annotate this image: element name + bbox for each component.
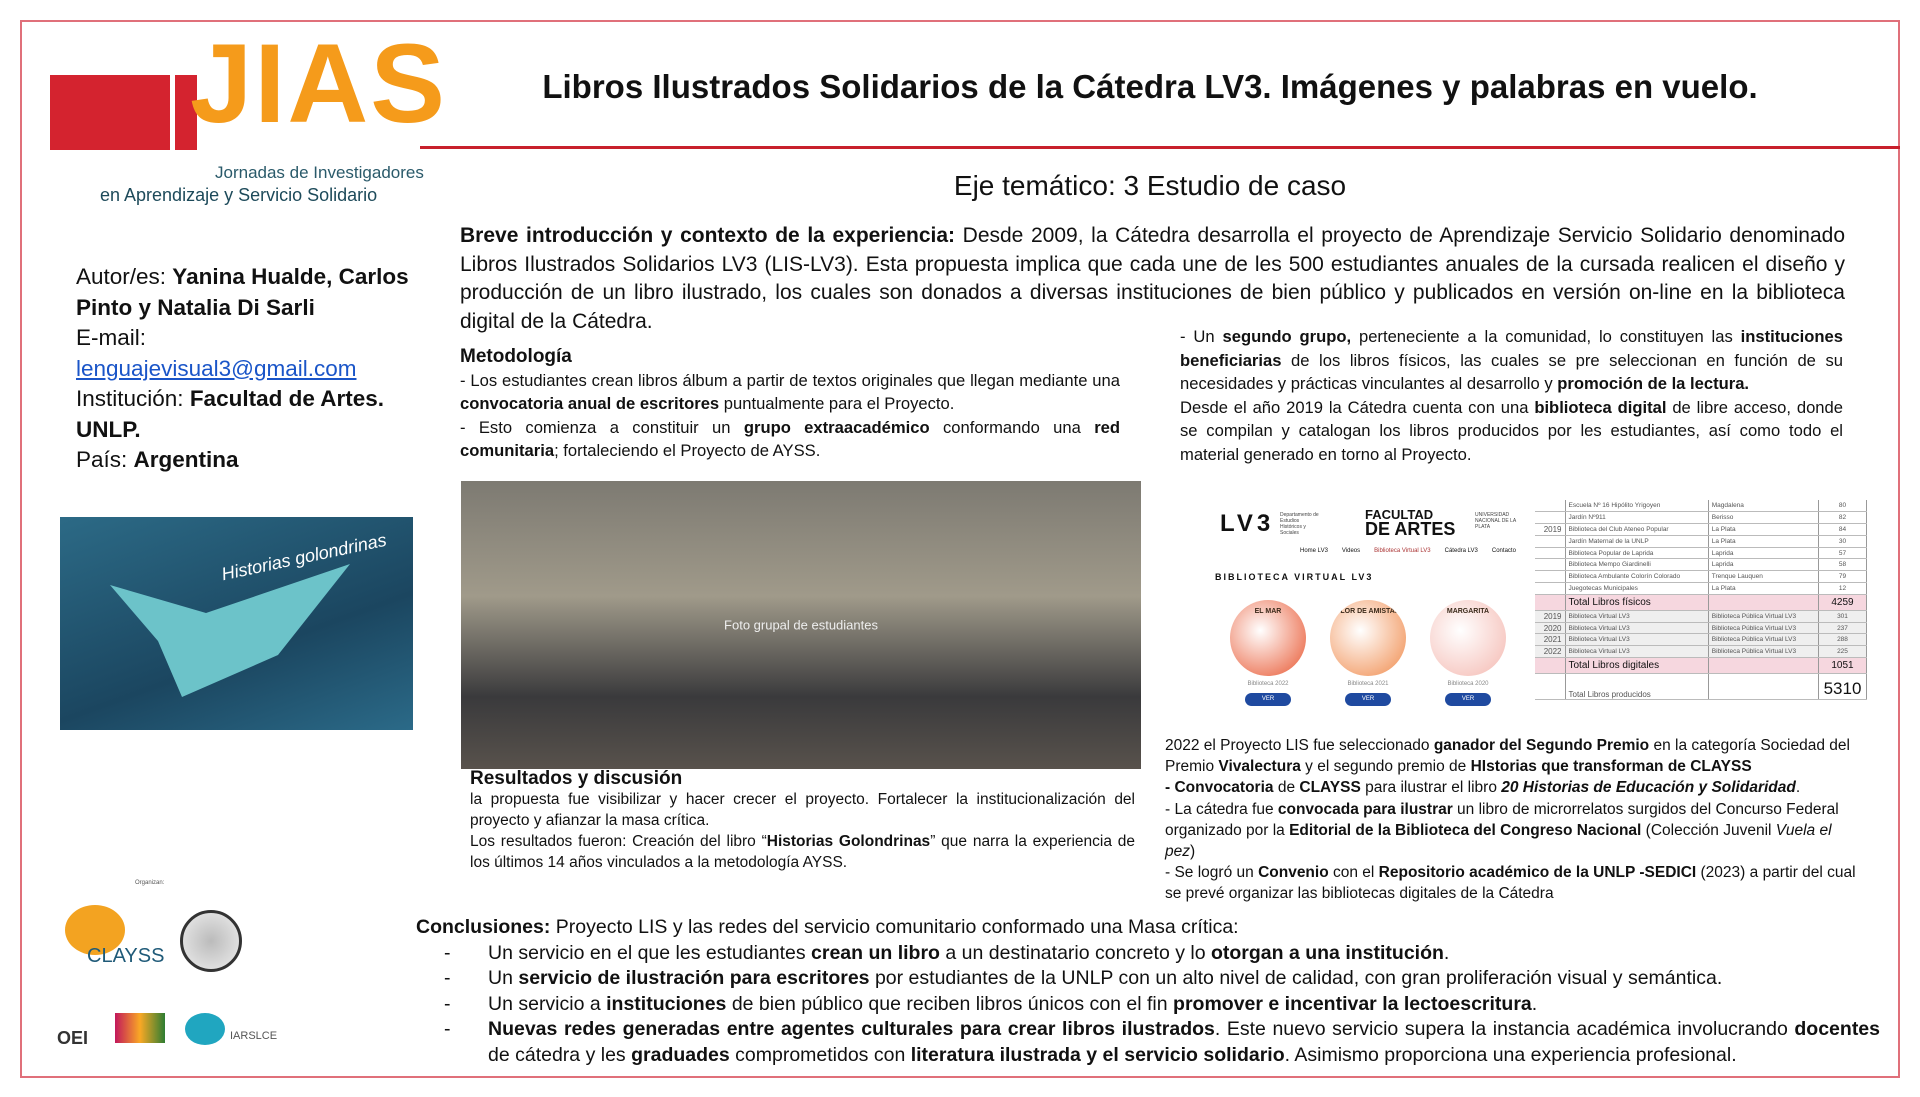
text-segment: promover e incentivar la lectoescritura — [1173, 992, 1532, 1015]
text-segment: Historias Golondrinas — [766, 833, 931, 850]
table-cell-year: 2020 — [1535, 622, 1565, 634]
text-segment: convocada para ilustrar — [1277, 800, 1453, 818]
photo-caption: Foto grupal de estudiantes — [724, 617, 878, 633]
institution-value: Facultad de Artes. UNLP. — [76, 386, 385, 442]
table-cell-year — [1535, 674, 1565, 700]
author-info — [76, 262, 416, 476]
logo-subtitle-1: Jornadas de Investigadores — [215, 163, 424, 182]
text-segment: (2023) a partir del cual se prevé organizar las bibliotecas digitales de la Cátedra — [1165, 864, 1856, 903]
table-cell-year — [1535, 559, 1565, 571]
text-segment: para ilustrar el libro — [1360, 779, 1502, 797]
book-cover-title: FLOR DE AMISTAD — [1336, 608, 1400, 615]
red-iberoamericana-logo — [115, 1013, 165, 1043]
table-cell-n: 79 — [1819, 571, 1867, 583]
table-cell-name: Biblioteca Popular de Laprida — [1565, 547, 1708, 559]
logo-subtitle-2: en Aprendizaje y Servicio Solidario — [100, 185, 378, 205]
table-cell-name: Total Libros producidos — [1565, 674, 1708, 700]
table-row — [1535, 500, 1867, 512]
text-segment: grupo extraacadémico — [743, 417, 930, 437]
text-segment: de — [1273, 779, 1300, 797]
country-label: País: — [76, 447, 134, 472]
table-row — [1535, 646, 1867, 658]
table-row — [1535, 583, 1867, 595]
text-segment: conformando una — [929, 417, 1095, 437]
text-segment: . — [1443, 941, 1450, 964]
table-cell-place: Biblioteca Pública Virtual LV3 — [1708, 634, 1818, 646]
fac-line1: FACULTAD — [1365, 507, 1434, 522]
conclusion-item — [416, 966, 1880, 992]
table-cell-name: Biblioteca Virtual LV3 — [1565, 634, 1708, 646]
table-cell-n: 288 — [1819, 634, 1867, 646]
text-segment: de bien público que reciben libros únicos con el fin — [726, 992, 1174, 1015]
library-card[interactable] — [1330, 600, 1406, 706]
text-segment: de cátedra y les — [488, 1043, 632, 1066]
table-cell-n: 57 — [1819, 547, 1867, 559]
text-segment: Un servicio en el que les estudiantes — [488, 941, 812, 964]
table-cell-place: La Plata — [1708, 583, 1818, 595]
table-cell-place — [1708, 674, 1818, 700]
text-segment: . — [1531, 992, 1538, 1015]
conclusions-section — [416, 915, 1880, 1068]
text-segment: segundo grupo, — [1222, 327, 1352, 346]
nav-item[interactable]: Home LV3 — [1300, 548, 1328, 554]
logo-jias: JIAS — [190, 21, 447, 146]
book-cover-thumb[interactable] — [1230, 600, 1306, 676]
table-cell-name: Biblioteca del Club Ateneo Popular — [1565, 524, 1708, 536]
table-row — [1535, 571, 1867, 583]
text-segment: Proyecto LIS y las redes del servicio comunitario conformado una Masa crítica: — [550, 916, 1239, 938]
table-row — [1535, 674, 1867, 700]
book-cover-image — [60, 517, 413, 730]
institution-label: Institución: — [76, 386, 190, 411]
unlp-label: UNIVERSIDAD NACIONAL DE LA PLATA — [1475, 512, 1516, 530]
ver-button[interactable]: VER — [1445, 693, 1491, 706]
organizers-label: Organizan: — [135, 880, 165, 886]
text-segment: - Se logró un — [1165, 864, 1259, 882]
text-segment: ganador del Segundo Premio — [1433, 737, 1650, 754]
logo-v-block — [50, 75, 170, 150]
email-label: E-mail: — [76, 325, 147, 350]
text-segment: Vuela el pez — [1165, 821, 1832, 861]
uniservitate-logo — [185, 1013, 225, 1045]
text-segment: servicio de ilustración para escritores — [518, 967, 870, 989]
text-segment: y el segundo premio de — [1300, 758, 1471, 776]
text-segment: Conclusiones: — [416, 916, 551, 938]
conclusion-item — [416, 992, 1880, 1018]
book-cover-title: MARGARITA — [1446, 608, 1490, 615]
table-row — [1535, 634, 1867, 646]
text-segment: biblioteca digital — [1534, 397, 1667, 417]
table-cell-name: Biblioteca Ambulante Colorín Colorado — [1565, 571, 1708, 583]
cover-title: Historias golondrinas — [219, 529, 389, 585]
title-divider — [420, 146, 1900, 149]
table-cell-name: Juegotecas Municipales — [1565, 583, 1708, 595]
email-link[interactable]: lenguajevisual3@gmail.com — [76, 355, 357, 381]
table-cell-n: 84 — [1819, 524, 1867, 536]
table-row — [1535, 610, 1867, 622]
table-cell-name: Escuela Nº 16 Hipólito Yrigoyen — [1565, 500, 1708, 512]
table-cell-n: 237 — [1819, 622, 1867, 634]
paragraph — [460, 416, 1120, 463]
text-segment: Un servicio a — [488, 992, 607, 1015]
author-names: Yanina Hualde, Carlos Pinto y Natalia Di Sarli — [76, 264, 409, 320]
table-cell-place: Trenque Lauquen — [1708, 571, 1818, 583]
table-cell-year — [1535, 547, 1565, 559]
poster-title: Libros Ilustrados Solidarios de la Cátedra LV3. Imágenes y palabras en vuelo. — [542, 68, 1758, 105]
text-segment: con el — [1328, 864, 1379, 882]
table-cell-place — [1708, 594, 1818, 610]
text-segment: ; fortaleciendo el Proyecto de AYSS. — [554, 441, 821, 460]
lv3-logo: LV3 — [1220, 510, 1275, 537]
table-cell-n: 4259 — [1819, 594, 1867, 610]
text-segment: instituciones beneficiarias — [1180, 327, 1843, 370]
table-cell-year — [1535, 571, 1565, 583]
text-segment: convocatoria anual de escritores — [460, 394, 720, 413]
conclusions-intro — [416, 915, 1880, 941]
facultad-logo — [1365, 508, 1455, 538]
intro-paragraph — [460, 222, 1845, 336]
awards-section — [1165, 735, 1865, 905]
nav-item[interactable]: Videos — [1341, 548, 1361, 554]
nav-item[interactable]: Contacto — [1491, 548, 1516, 554]
text-segment: Nuevas redes generadas entre agentes culturales para crear libros ilustrados — [488, 1018, 1215, 1040]
library-heading: BIBLIOTECA VIRTUAL LV3 — [1215, 572, 1374, 582]
unlp-seal-logo — [180, 910, 242, 972]
table-row — [1535, 559, 1867, 571]
table-cell-name: Biblioteca Virtual LV3 — [1565, 610, 1708, 622]
text-segment: Desde 2009, la Cátedra desarrolla el proyecto de Aprendizaje Servicio Solidario denominado Libros Ilustrados Solidarios LV3 (LIS-LV3). Esta propuesta implica que cada une de les 500 estudiantes anuales de la cursada realicen el diseño y producción de un libro ilustrado, los cuales son donados a diversas instituciones de bien público y publicados en versión on-line en la biblioteca digital de la Cátedra. — [460, 224, 1845, 333]
text-segment: de los libros físicos, las cuales se pre seleccionan en función de su necesidades y prácticas vinculantes al desarrollo y — [1180, 350, 1843, 393]
author-label: Autor/es: — [76, 264, 173, 289]
text-segment: - Convocatoria — [1165, 779, 1274, 797]
text-segment: 20 Historias de Educación y Solidaridad — [1501, 779, 1796, 797]
oei-logo: OEI — [57, 1028, 89, 1048]
ver-button[interactable]: VER — [1245, 693, 1291, 706]
text-segment: promoción de la lectura. — [1557, 374, 1750, 393]
table-cell-name: Total Libros físicos — [1565, 594, 1708, 610]
text-segment: ) — [1190, 843, 1196, 861]
dept-label: Departamento de Estudios Históricos y Sociales — [1280, 512, 1319, 536]
table-cell-n: 225 — [1819, 646, 1867, 658]
text-segment: otorgan a una institución — [1210, 941, 1444, 964]
text-segment: Repositorio académico de la UNLP -SEDICI — [1378, 864, 1697, 882]
clayss-logo — [65, 905, 165, 967]
text-segment: crean un libro — [811, 941, 940, 964]
text-segment: instituciones — [606, 992, 727, 1015]
paragraph — [1165, 777, 1865, 798]
text-segment: ” que narra la experiencia de los últimos 14 años vinculados a la metodología AYSS. — [470, 833, 1135, 871]
clayss-text: CLAYSS — [87, 945, 165, 967]
methodology-section — [460, 345, 1120, 463]
text-segment: - Esto comienza a constituir un — [460, 417, 744, 437]
table-cell-n: 12 — [1819, 583, 1867, 595]
website-nav — [1300, 548, 1516, 554]
table-row — [1535, 594, 1867, 610]
table-cell-year — [1535, 500, 1565, 512]
table-cell-place: Laprida — [1708, 547, 1818, 559]
table-cell-year: 2021 — [1535, 634, 1565, 646]
conclusion-item — [416, 941, 1880, 967]
card-caption: Biblioteca 2022 — [1247, 681, 1289, 687]
paragraph — [1165, 862, 1865, 904]
table-cell-n: 1051 — [1819, 658, 1867, 674]
table-row — [1535, 512, 1867, 524]
country-value: Argentina — [133, 447, 239, 472]
text-segment: graduades — [631, 1043, 730, 1066]
text-segment: puntualmente para el Proyecto. — [719, 394, 955, 413]
text-segment: por estudiantes de la UNLP con un alto nivel de calidad, con gran proliferación visual y semántica. — [869, 967, 1723, 989]
table-cell-year: 2022 — [1535, 646, 1565, 658]
paragraph — [470, 831, 1135, 873]
table-cell-name: Jardín Nº911 — [1565, 512, 1708, 524]
text-segment: Vivalectura — [1218, 758, 1301, 776]
text-segment: CLAYSS — [1299, 779, 1361, 797]
text-segment: - Los estudiantes crean libros álbum a partir de textos originales que llegan mediante una — [460, 370, 1120, 390]
table-cell-place: Biblioteca Pública Virtual LV3 — [1708, 610, 1818, 622]
text-segment: Breve introducción y contexto de la experiencia: — [460, 224, 956, 247]
text-segment: comprometidos con — [729, 1043, 911, 1066]
library-card[interactable] — [1230, 600, 1306, 706]
fac-line2: DE ARTES — [1365, 519, 1456, 539]
paragraph — [1180, 396, 1843, 467]
paragraph — [1165, 799, 1865, 863]
table-cell-n: 82 — [1819, 512, 1867, 524]
results-section — [470, 768, 1135, 873]
website-screenshot — [1205, 500, 1533, 715]
thematic-axis: Eje temático: 3 Estudio de caso — [953, 170, 1347, 201]
table-cell-place: La Plata — [1708, 524, 1818, 536]
text-segment: Convenio — [1258, 864, 1329, 882]
table-cell-n: 80 — [1819, 500, 1867, 512]
text-segment: Editorial de la Biblioteca del Congreso Nacional — [1289, 821, 1642, 839]
text-segment: 2022 el Proyecto LIS fue seleccionado — [1165, 737, 1434, 754]
text-segment: red comunitaria — [460, 417, 1121, 460]
table-cell-place: Magdalena — [1708, 500, 1818, 512]
text-segment: . — [1795, 779, 1801, 797]
group-photo — [461, 481, 1141, 769]
vijias-logo — [45, 21, 447, 215]
table-cell-year — [1535, 594, 1565, 610]
conclusion-item — [416, 1017, 1880, 1068]
paragraph — [1180, 325, 1843, 396]
table-cell-n: 5310 — [1819, 674, 1867, 700]
text-segment: a un destinatario concreto y lo — [939, 941, 1211, 964]
card-caption: Biblioteca 2020 — [1447, 681, 1489, 687]
paragraph — [470, 789, 1135, 831]
table-cell-place: Biblioteca Pública Virtual LV3 — [1708, 622, 1818, 634]
table-cell-name: Total Libros digitales — [1565, 658, 1708, 674]
table-cell-year — [1535, 658, 1565, 674]
table-cell-place: La Plata — [1708, 535, 1818, 547]
text-segment: . Este nuevo servicio supera la instancia académica involucrando — [1214, 1018, 1795, 1040]
paragraph — [1165, 735, 1865, 777]
text-segment: docentes — [1794, 1018, 1880, 1040]
methodology-heading: Metodología — [460, 346, 572, 367]
conclusions-list — [416, 941, 1880, 1069]
results-body — [470, 789, 1135, 873]
text-segment: perteneciente a la comunidad, lo constituyen las — [1351, 327, 1741, 346]
sponsor-logos — [55, 880, 305, 1055]
table-cell-year — [1535, 583, 1565, 595]
table-cell-place — [1708, 658, 1818, 674]
card-caption: Biblioteca 2021 — [1347, 681, 1389, 687]
text-segment: de libre acceso, donde se compilan y catalogan los libros producidos por les estudiantes, así como todo el material generado en torno al Proyecto. — [1180, 397, 1843, 464]
paragraph — [460, 369, 1120, 416]
table-cell-year — [1535, 535, 1565, 547]
text-segment: un libro de microrrelatos surgidos del Concurso Federal organizado por la — [1165, 800, 1839, 839]
table-row — [1535, 658, 1867, 674]
table-cell-name: Biblioteca Virtual LV3 — [1565, 622, 1708, 634]
table-cell-year: 2019 — [1535, 610, 1565, 622]
book-cover-thumb[interactable] — [1330, 600, 1406, 676]
nav-item[interactable]: Cátedra LV3 — [1444, 548, 1478, 554]
table-cell-place: Laprida — [1708, 559, 1818, 571]
text-segment: (Colección Juvenil — [1641, 821, 1776, 839]
table-cell-n: 58 — [1819, 559, 1867, 571]
text-segment: Un — [488, 967, 519, 989]
table-row — [1535, 535, 1867, 547]
text-segment: Los resultados fueron: Creación del libro “ — [470, 833, 767, 850]
library-card[interactable] — [1430, 600, 1506, 706]
text-segment: - Un — [1180, 327, 1223, 346]
text-segment: Desde el año 2019 la Cátedra cuenta con una — [1180, 397, 1535, 417]
table-row — [1535, 622, 1867, 634]
table-cell-n: 301 — [1819, 610, 1867, 622]
iarslce-logo: IARSLCE — [230, 1030, 278, 1042]
table-cell-place: Biblioteca Pública Virtual LV3 — [1708, 646, 1818, 658]
table-cell-year — [1535, 512, 1565, 524]
table-cell-name: Jardín Maternal de la UNLP — [1565, 535, 1708, 547]
table-cell-name: Biblioteca Virtual LV3 — [1565, 646, 1708, 658]
table-row — [1535, 547, 1867, 559]
community-section — [1180, 325, 1843, 466]
nav-item[interactable]: Biblioteca Virtual LV3 — [1374, 548, 1431, 554]
text-segment: la propuesta fue visibilizar y hacer crecer el proyecto. Fortalecer la institucionalización del proyecto y afianzar la masa crítica. — [470, 791, 1135, 829]
results-heading: Resultados y discusión — [470, 768, 683, 789]
table-row — [1535, 524, 1867, 536]
table-cell-year: 2019 — [1535, 524, 1565, 536]
text-segment: HIstorias que transforman de CLAYSS — [1470, 758, 1752, 776]
books-table — [1535, 500, 1867, 700]
text-segment: . Asimismo proporciona una experiencia profesional. — [1284, 1043, 1737, 1066]
book-cover-title: EL MAR — [1254, 608, 1282, 615]
text-segment: en la categoría Sociedad del Premio — [1165, 737, 1850, 776]
table-cell-n: 30 — [1819, 535, 1867, 547]
text-segment: literatura ilustrada y el servicio solidario — [910, 1043, 1285, 1066]
text-segment: - La cátedra fue — [1165, 800, 1278, 818]
table-cell-name: Biblioteca Mempo Giardinelli — [1565, 559, 1708, 571]
ver-button[interactable]: VER — [1345, 693, 1391, 706]
methodology-body — [460, 369, 1120, 463]
book-cover-thumb[interactable] — [1430, 600, 1506, 676]
table-cell-place: Berisso — [1708, 512, 1818, 524]
